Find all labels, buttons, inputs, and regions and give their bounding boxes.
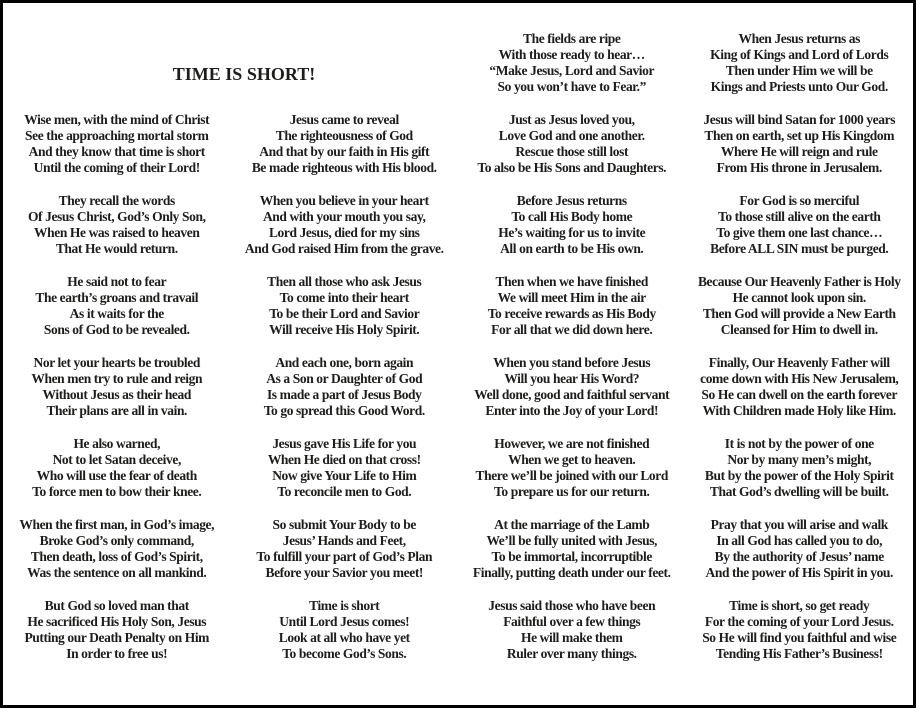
stanza-line: Rescue those still lost [515, 144, 629, 159]
stanza-line: When the first man, in God’s image, [19, 517, 215, 532]
stanza [686, 112, 914, 176]
stanza-line: Now give Your Life to Him [272, 468, 417, 483]
stanza-line: Jesus said those who have been [488, 598, 656, 613]
stanza [458, 436, 686, 500]
stanza-line: Ruler over many things. [506, 646, 637, 661]
page-title: TIME IS SHORT! [172, 64, 316, 84]
stanza-line: Broke God’s only command, [39, 533, 194, 548]
stanza-line: Not to let Satan deceive, [52, 452, 181, 467]
stanza-line: Then death, loss of God’s Spirit, [30, 549, 203, 564]
stanza [458, 31, 686, 95]
stanza-line: So He will find you faithful and wise [702, 630, 897, 645]
stanza-line: Love God and one another. [498, 128, 645, 143]
stanza-line: To call His Body home [511, 209, 633, 224]
stanza-line: Then God will provide a New Earth [702, 306, 896, 321]
stanza-line: When you believe in your heart [259, 193, 429, 208]
stanza [686, 31, 914, 95]
stanza [3, 112, 231, 176]
stanza-line: By the authority of Jesus’ name [714, 549, 884, 564]
stanza-line: And with your mouth you say, [262, 209, 426, 224]
stanza [686, 193, 914, 257]
stanza-line: Then all those who ask Jesus [267, 274, 422, 289]
stanza-line: To receive rewards as His Body [487, 306, 656, 321]
stanza-line: Cleansed for Him to dwell in. [720, 322, 878, 337]
stanza [3, 517, 231, 581]
stanza-line: Nor let your hearts be troubled [33, 355, 200, 370]
stanza-line: Their plans are all in vain. [46, 403, 188, 418]
stanza-line: Be made righteous with His blood. [251, 160, 437, 175]
stanza-line: The fields are ripe [522, 31, 621, 46]
stanza-line: When Jesus returns as [738, 31, 860, 46]
stanza-line: As a Son or Daughter of God [266, 371, 423, 386]
stanza [3, 598, 231, 662]
stanza-line: Then under Him we will be [725, 63, 873, 78]
stanza-line: However, we are not finished [494, 436, 650, 451]
stanza-line: So He can dwell on the earth forever [701, 387, 898, 402]
stanza-line: And each one, born again [275, 355, 414, 370]
stanza [458, 193, 686, 257]
stanza-line: Lord Jesus, died for my sins [268, 225, 420, 240]
stanza-line: Until the coming of their Lord! [33, 160, 200, 175]
stanza-line: With Children made Holy like Him. [702, 403, 896, 418]
stanza-line: King of Kings and Lord of Lords [710, 47, 889, 62]
stanza-line: But God so loved man that [44, 598, 189, 613]
stanza-line: Before your Savior you meet! [265, 565, 424, 580]
stanza [231, 598, 459, 662]
stanza-line: To fulfill your part of God’s Plan [256, 549, 433, 564]
stanza [458, 517, 686, 581]
stanza-line: That God’s dwelling will be built. [709, 484, 889, 499]
stanza-line: To give them one last chance… [716, 225, 883, 240]
stanza-line: Before Jesus returns [516, 193, 627, 208]
stanza-line: To reconcile men to God. [277, 484, 412, 499]
stanza-line: Just as Jesus loved you, [508, 112, 635, 127]
stanza [458, 598, 686, 662]
stanza [686, 598, 914, 662]
stanza-line: For all that we did down here. [491, 322, 653, 337]
stanza-line: It is not by the power of one [724, 436, 874, 451]
stanza-line: Pray that you will arise and walk [710, 517, 888, 532]
stanza-line: That He would return. [55, 241, 178, 256]
stanza-line: Because Our Heavenly Father is Holy [697, 274, 901, 289]
stanza-line: And the power of His Spirit in you. [705, 565, 894, 580]
stanza-line: To be their Lord and Savior [269, 306, 420, 321]
stanza-line: come down with His New Jerusalem, [700, 371, 899, 386]
stanza-line: Where He will reign and rule [720, 144, 878, 159]
stanza-line: “Make Jesus, Lord and Savior [489, 63, 655, 78]
stanza-line: Who will use the fear of death [36, 468, 197, 483]
stanza [231, 274, 459, 338]
stanza [458, 274, 686, 338]
stanza [458, 112, 686, 176]
stanza-line: Before ALL SIN must be purged. [710, 241, 889, 256]
stanza [3, 193, 231, 257]
stanza-line: In all God has called you to do, [716, 533, 883, 548]
stanza-line: To go spread this Good Word. [263, 403, 425, 418]
stanza-line: Will you hear His Word? [504, 371, 640, 386]
stanza-line: When we get to heaven. [508, 452, 636, 467]
column-4 [686, 3, 914, 705]
stanza-line: Then when we have finished [495, 274, 648, 289]
stanza-line: Then on earth, set up His Kingdom [704, 128, 895, 143]
stanza-line: At the marriage of the Lamb [494, 517, 650, 532]
stanza-line: Tending His Father’s Business! [715, 646, 883, 661]
stanza-line: Jesus gave His Life for you [272, 436, 417, 451]
stanza-line: Finally, Our Heavenly Father will [708, 355, 890, 370]
stanza-line: Enter into the Joy of your Lord! [485, 403, 659, 418]
stanza-line: Well done, good and faithful servant [474, 387, 670, 402]
stanza-line: And they know that time is short [28, 144, 205, 159]
stanza-line: Look at all who have yet [278, 630, 410, 645]
poem-columns [3, 3, 913, 705]
stanza-line: We’ll be fully united with Jesus, [486, 533, 658, 548]
stanza-line: So submit Your Body to be [272, 517, 416, 532]
stanza-line: To prepare us for our return. [494, 484, 650, 499]
stanza-line: When you stand before Jesus [493, 355, 651, 370]
stanza-line: There we’ll be joined with our Lord [475, 468, 668, 483]
stanza-line: To force men to bow their knee. [32, 484, 202, 499]
stanza-line: Wise men, with the mind of Christ [24, 112, 210, 127]
stanza [231, 517, 459, 581]
stanza-line: The righteousness of God [275, 128, 413, 143]
stanza-line: He cannot look upon sin. [732, 290, 866, 305]
stanza-line: So you won’t have to Fear.” [497, 79, 646, 94]
stanza-line: He also warned, [73, 436, 161, 451]
stanza-line: Kings and Priests unto Our God. [710, 79, 888, 94]
stanza [686, 274, 914, 338]
stanza-line: We will meet Him in the air [497, 290, 646, 305]
stanza-line: With those ready to hear… [498, 47, 645, 62]
stanza-line: Is made a part of Jesus Body [266, 387, 422, 402]
stanza [3, 355, 231, 419]
stanza-line: Will receive His Holy Spirit. [269, 322, 420, 337]
stanza-line: Jesus came to reveal [289, 112, 399, 127]
stanza-line: He will make them [520, 630, 623, 645]
stanza-line: As it waits for the [69, 306, 164, 321]
stanza [231, 193, 459, 257]
stanza [458, 355, 686, 419]
stanza [686, 355, 914, 419]
stanza-line: All on earth to be His own. [500, 241, 644, 256]
stanza-line: The earth’s groans and travail [35, 290, 199, 305]
stanza-line: To also be His Sons and Daughters. [477, 160, 667, 175]
stanza-line: To come into their heart [279, 290, 409, 305]
stanza-line: Time is short, so get ready [729, 598, 870, 613]
stanza [231, 436, 459, 500]
stanza-line: For the coming of your Lord Jesus. [704, 614, 894, 629]
stanza-line: Faithful over a few things [503, 614, 641, 629]
stanza-line: In order to free us! [66, 646, 168, 661]
stanza-line: Time is short [309, 598, 380, 613]
stanza [231, 355, 459, 419]
stanza-line: When men try to rule and reign [31, 371, 203, 386]
stanza-line: And that by our faith in His gift [259, 144, 430, 159]
column-3 [458, 3, 686, 705]
stanza-line: He sacrificed His Holy Son, Jesus [27, 614, 207, 629]
stanza-line: Of Jesus Christ, God’s Only Son, [27, 209, 206, 224]
stanza-line: But by the power of the Holy Spirit [704, 468, 894, 483]
stanza [686, 517, 914, 581]
stanza-line: When He died on that cross! [267, 452, 421, 467]
stanza-line: And God raised Him from the grave. [244, 241, 444, 256]
stanza [231, 112, 459, 176]
stanza [3, 274, 231, 338]
column-1 [3, 3, 231, 705]
stanza-line: When He was raised to heaven [34, 225, 200, 240]
stanza-line: Until Lord Jesus comes! [279, 614, 410, 629]
stanza-line: Finally, putting death under our feet. [472, 565, 671, 580]
stanza-line: Was the sentence on all mankind. [27, 565, 207, 580]
stanza-line: They recall the words [58, 193, 175, 208]
stanza-line: To be immortal, incorruptible [491, 549, 652, 564]
stanza [686, 436, 914, 500]
stanza-line: From His throne in Jerusalem. [716, 160, 882, 175]
stanza-line: See the approaching mortal storm [25, 128, 209, 143]
stanza-line: For God is so merciful [739, 193, 860, 208]
stanza-line: He said not to fear [67, 274, 167, 289]
stanza-line: To become God’s Sons. [282, 646, 407, 661]
stanza-line: Jesus’ Hands and Feet, [282, 533, 406, 548]
stanza-line: Without Jesus as their head [42, 387, 191, 402]
stanza-line: Sons of God to be revealed. [43, 322, 190, 337]
stanza-line: Nor by many men’s might, [727, 452, 872, 467]
stanza-line: Putting our Death Penalty on Him [24, 630, 210, 645]
column-2 [231, 3, 459, 705]
stanza [3, 436, 231, 500]
stanza-line: To those still alive on the earth [717, 209, 881, 224]
stanza-line: He’s waiting for us to invite [498, 225, 646, 240]
stanza-line: Jesus will bind Satan for 1000 years [703, 112, 896, 127]
